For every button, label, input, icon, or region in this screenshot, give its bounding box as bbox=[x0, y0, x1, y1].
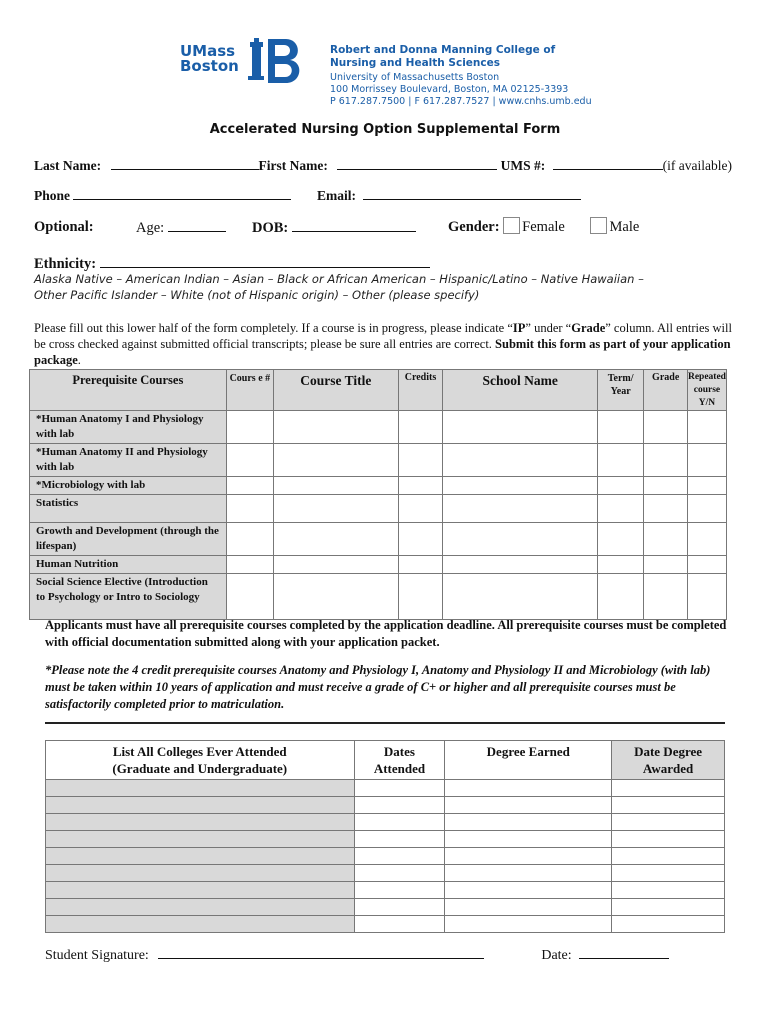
header-date-degree-line1: Date Degree bbox=[634, 744, 703, 759]
table-cell[interactable] bbox=[597, 574, 643, 620]
table-row bbox=[30, 411, 727, 444]
table-row bbox=[46, 797, 725, 814]
table-cell[interactable] bbox=[644, 523, 688, 556]
phone-row bbox=[34, 187, 291, 204]
table-row bbox=[46, 916, 725, 933]
college-address bbox=[330, 72, 592, 108]
table-cell[interactable] bbox=[644, 411, 688, 444]
instr-part2: ” under “ bbox=[525, 321, 572, 335]
table-cell[interactable] bbox=[445, 780, 612, 797]
ums-label: UMS #: bbox=[500, 158, 546, 173]
instr-ip: IP bbox=[512, 321, 526, 335]
course-social-science: Social Science Elective (Introduction to Psychology or Intro to Sociology bbox=[30, 574, 227, 620]
table-cell[interactable] bbox=[226, 411, 273, 444]
header-colleges-line2: (Graduate and Undergraduate) bbox=[112, 761, 288, 776]
email-label: Email: bbox=[317, 188, 356, 203]
dob-label: DOB: bbox=[252, 220, 289, 236]
male-label: Male bbox=[609, 219, 640, 235]
female-checkbox[interactable] bbox=[503, 217, 520, 234]
table-cell[interactable] bbox=[687, 523, 726, 556]
table-cell[interactable] bbox=[274, 523, 399, 556]
ethnicity-label: Ethnicity: bbox=[34, 256, 97, 272]
table-cell[interactable] bbox=[443, 495, 598, 523]
table-row bbox=[30, 574, 727, 620]
female-label: Female bbox=[522, 219, 565, 235]
email-field[interactable] bbox=[363, 187, 581, 200]
table-cell[interactable] bbox=[612, 916, 725, 933]
instructions-paragraph bbox=[34, 320, 734, 368]
table-cell[interactable] bbox=[443, 477, 598, 495]
table-row bbox=[46, 848, 725, 865]
table-cell[interactable] bbox=[687, 574, 726, 620]
table-row bbox=[30, 556, 727, 574]
table-row bbox=[46, 882, 725, 899]
course-growth-development: Growth and Development (through the lifespan) bbox=[30, 523, 227, 556]
header-grade: Grade bbox=[644, 370, 688, 411]
age-row bbox=[136, 219, 226, 237]
credit-note: *Please note the 4 credit prerequisite courses Anatomy and Physiology I, Anatomy and Physiology II and Microbiology (with lab) must be taken within 10 years of application and must receive a grade of C+ or higher and all prerequisite courses must be satisfactorily completed prior to matriculation. bbox=[45, 663, 711, 711]
ethnicity-options bbox=[34, 271, 734, 303]
header-term-year: Term/ Year bbox=[597, 370, 643, 411]
table-cell[interactable] bbox=[612, 780, 725, 797]
table-cell[interactable] bbox=[612, 848, 725, 865]
address-line1: University of Massachusetts Boston bbox=[330, 72, 500, 83]
table-cell[interactable] bbox=[226, 523, 273, 556]
phone-label: Phone bbox=[34, 188, 71, 203]
table-cell[interactable] bbox=[443, 574, 598, 620]
header-colleges-attended bbox=[46, 741, 355, 780]
umass-boston-wordmark bbox=[180, 44, 239, 74]
umass-lighthouse-logo-icon bbox=[248, 36, 308, 86]
header-school-name: School Name bbox=[443, 370, 598, 411]
table-cell[interactable] bbox=[274, 556, 399, 574]
table-cell[interactable] bbox=[612, 865, 725, 882]
header-dates-line2: Attended bbox=[373, 761, 426, 776]
section-divider bbox=[45, 722, 725, 724]
prereq-header-row bbox=[30, 370, 727, 411]
table-cell[interactable] bbox=[612, 814, 725, 831]
course-anatomy-2: *Human Anatomy II and Physiology with lab bbox=[30, 444, 227, 477]
form-title: Accelerated Nursing Option Supplemental Form bbox=[209, 122, 561, 137]
table-cell[interactable] bbox=[644, 477, 688, 495]
table-cell[interactable] bbox=[398, 574, 443, 620]
ums-number-field[interactable] bbox=[553, 157, 663, 170]
ethnicity-field[interactable] bbox=[100, 255, 430, 268]
name-row bbox=[34, 157, 732, 174]
table-cell[interactable] bbox=[445, 916, 612, 933]
table-cell[interactable] bbox=[443, 556, 598, 574]
student-signature-label: Student Signature: bbox=[45, 948, 149, 963]
table-cell[interactable] bbox=[46, 899, 355, 916]
table-cell[interactable] bbox=[398, 495, 443, 523]
table-row bbox=[46, 865, 725, 882]
table-row bbox=[30, 477, 727, 495]
dob-field[interactable] bbox=[292, 219, 416, 232]
header-dates-attended bbox=[354, 741, 445, 780]
table-cell[interactable] bbox=[274, 495, 399, 523]
logo-line-umass: UMass bbox=[180, 42, 236, 60]
course-statistics: Statistics bbox=[30, 495, 227, 523]
table-cell[interactable] bbox=[226, 574, 273, 620]
table-row bbox=[30, 444, 727, 477]
table-cell[interactable] bbox=[597, 477, 643, 495]
instr-period: . bbox=[77, 353, 81, 367]
table-cell[interactable] bbox=[445, 882, 612, 899]
gender-label: Gender: bbox=[448, 219, 500, 235]
table-cell[interactable] bbox=[445, 848, 612, 865]
college-name-line1: Robert and Donna Manning College of bbox=[330, 44, 556, 56]
table-cell[interactable] bbox=[597, 523, 643, 556]
table-cell[interactable] bbox=[687, 495, 726, 523]
ums-note: (if available) bbox=[662, 158, 732, 173]
logo-line-boston: Boston bbox=[180, 57, 239, 75]
table-cell[interactable] bbox=[398, 477, 443, 495]
date-field[interactable] bbox=[579, 946, 669, 959]
table-cell[interactable] bbox=[274, 574, 399, 620]
phone-field[interactable] bbox=[73, 187, 291, 200]
date-label: Date: bbox=[541, 948, 572, 963]
course-human-nutrition: Human Nutrition bbox=[30, 556, 227, 574]
table-cell[interactable] bbox=[443, 444, 598, 477]
table-cell[interactable] bbox=[612, 831, 725, 848]
table-cell[interactable] bbox=[644, 556, 688, 574]
address-line3: P 617.287.7500 | F 617.287.7527 | www.cnhs.umb.edu bbox=[330, 96, 592, 107]
table-cell[interactable] bbox=[354, 848, 445, 865]
header-degree-earned: Degree Earned bbox=[445, 741, 612, 780]
table-cell[interactable] bbox=[443, 523, 598, 556]
table-row bbox=[30, 523, 727, 556]
table-cell[interactable] bbox=[612, 899, 725, 916]
table-row bbox=[46, 780, 725, 797]
table-cell[interactable] bbox=[354, 797, 445, 814]
table-cell[interactable] bbox=[687, 444, 726, 477]
table-cell[interactable] bbox=[226, 477, 273, 495]
table-cell[interactable] bbox=[398, 556, 443, 574]
first-name-field[interactable] bbox=[337, 157, 497, 170]
header-dates-line1: Dates bbox=[383, 744, 415, 759]
table-cell[interactable] bbox=[612, 797, 725, 814]
table-cell[interactable] bbox=[354, 831, 445, 848]
male-checkbox[interactable] bbox=[590, 217, 607, 234]
colleges-header-row bbox=[46, 741, 725, 780]
ethnicity-options-line2: Other Pacific Islander – White (not of Hispanic origin) – Other (please specify) bbox=[34, 288, 480, 302]
header-date-degree-line2: Awarded bbox=[642, 761, 694, 776]
table-cell[interactable] bbox=[46, 882, 355, 899]
header-course-number: Cours e # bbox=[226, 370, 273, 411]
table-cell[interactable] bbox=[274, 444, 399, 477]
colleges-table bbox=[45, 740, 725, 933]
table-cell[interactable] bbox=[274, 477, 399, 495]
table-cell[interactable] bbox=[274, 411, 399, 444]
table-cell[interactable] bbox=[226, 495, 273, 523]
table-cell[interactable] bbox=[443, 411, 598, 444]
header-credits: Credits bbox=[398, 370, 443, 411]
table-cell[interactable] bbox=[46, 831, 355, 848]
table-cell[interactable] bbox=[226, 556, 273, 574]
dob-row bbox=[252, 219, 416, 237]
gender-row bbox=[448, 217, 639, 236]
email-row bbox=[317, 187, 581, 204]
table-cell[interactable] bbox=[354, 865, 445, 882]
table-cell[interactable] bbox=[445, 899, 612, 916]
optional-label: Optional: bbox=[34, 219, 94, 235]
table-cell[interactable] bbox=[597, 556, 643, 574]
table-cell[interactable] bbox=[687, 411, 726, 444]
instr-part3: ” column. All entries will be cross checked against submitted official transcripts; please be sure all entries are correct. bbox=[34, 321, 732, 351]
table-cell[interactable] bbox=[687, 477, 726, 495]
header-course-title: Course Title bbox=[274, 370, 399, 411]
table-cell[interactable] bbox=[354, 882, 445, 899]
table-row bbox=[46, 814, 725, 831]
prerequisite-table bbox=[29, 369, 727, 620]
table-row bbox=[46, 831, 725, 848]
header-colleges-line1: List All Colleges Ever Attended bbox=[112, 744, 287, 759]
age-label: Age: bbox=[136, 220, 165, 236]
instr-grade: Grade bbox=[571, 321, 606, 335]
college-name-line2: Nursing and Health Sciences bbox=[330, 57, 500, 69]
table-cell[interactable] bbox=[354, 814, 445, 831]
ethnicity-options-line1: Alaska Native – American Indian – Asian – Black or African American – Hispanic/Latino – Native Hawaiian – bbox=[34, 272, 644, 286]
instr-part1: Please fill out this lower half of the form completely. If a course is in progress, please indicate “ bbox=[34, 321, 513, 335]
table-cell[interactable] bbox=[46, 848, 355, 865]
table-cell[interactable] bbox=[644, 495, 688, 523]
table-cell[interactable] bbox=[445, 814, 612, 831]
table-cell[interactable] bbox=[46, 780, 355, 797]
table-cell[interactable] bbox=[445, 797, 612, 814]
table-cell[interactable] bbox=[398, 411, 443, 444]
header-prereq-courses: Prerequisite Courses bbox=[30, 370, 227, 411]
table-cell[interactable] bbox=[354, 780, 445, 797]
table-cell[interactable] bbox=[398, 523, 443, 556]
table-cell[interactable] bbox=[46, 916, 355, 933]
table-cell[interactable] bbox=[644, 444, 688, 477]
address-line2: 100 Morrissey Boulevard, Boston, MA 02125-3393 bbox=[330, 84, 569, 95]
table-cell[interactable] bbox=[597, 495, 643, 523]
first-name-label: First Name: bbox=[258, 158, 328, 173]
table-row bbox=[30, 495, 727, 523]
course-microbiology: *Microbiology with lab bbox=[30, 477, 227, 495]
header-repeated: Repeated course Y/N bbox=[687, 370, 726, 411]
table-cell[interactable] bbox=[46, 797, 355, 814]
college-name bbox=[330, 44, 555, 70]
age-field[interactable] bbox=[168, 219, 226, 232]
course-anatomy-1: *Human Anatomy I and Physiology with lab bbox=[30, 411, 227, 444]
table-cell[interactable] bbox=[445, 865, 612, 882]
table-cell[interactable] bbox=[46, 865, 355, 882]
signature-row bbox=[45, 946, 669, 964]
deadline-note: Applicants must have all prerequisite courses completed by the application deadline. All prerequisite courses must be completed with official documentation submitted along with your application packet. bbox=[45, 618, 727, 649]
table-cell[interactable] bbox=[398, 444, 443, 477]
table-cell[interactable] bbox=[445, 831, 612, 848]
table-row bbox=[46, 899, 725, 916]
table-cell[interactable] bbox=[354, 899, 445, 916]
table-cell[interactable] bbox=[612, 882, 725, 899]
last-name-label: Last Name: bbox=[34, 158, 102, 173]
table-cell[interactable] bbox=[354, 916, 445, 933]
student-signature-field[interactable] bbox=[158, 946, 484, 959]
header-date-degree-awarded bbox=[612, 741, 725, 780]
last-name-field[interactable] bbox=[111, 157, 259, 170]
table-cell[interactable] bbox=[597, 444, 643, 477]
table-cell[interactable] bbox=[687, 556, 726, 574]
table-cell[interactable] bbox=[597, 411, 643, 444]
instr-bold-end: Submit this form as part of your application package bbox=[34, 337, 731, 367]
table-cell[interactable] bbox=[644, 574, 688, 620]
table-cell[interactable] bbox=[46, 814, 355, 831]
table-cell[interactable] bbox=[226, 444, 273, 477]
